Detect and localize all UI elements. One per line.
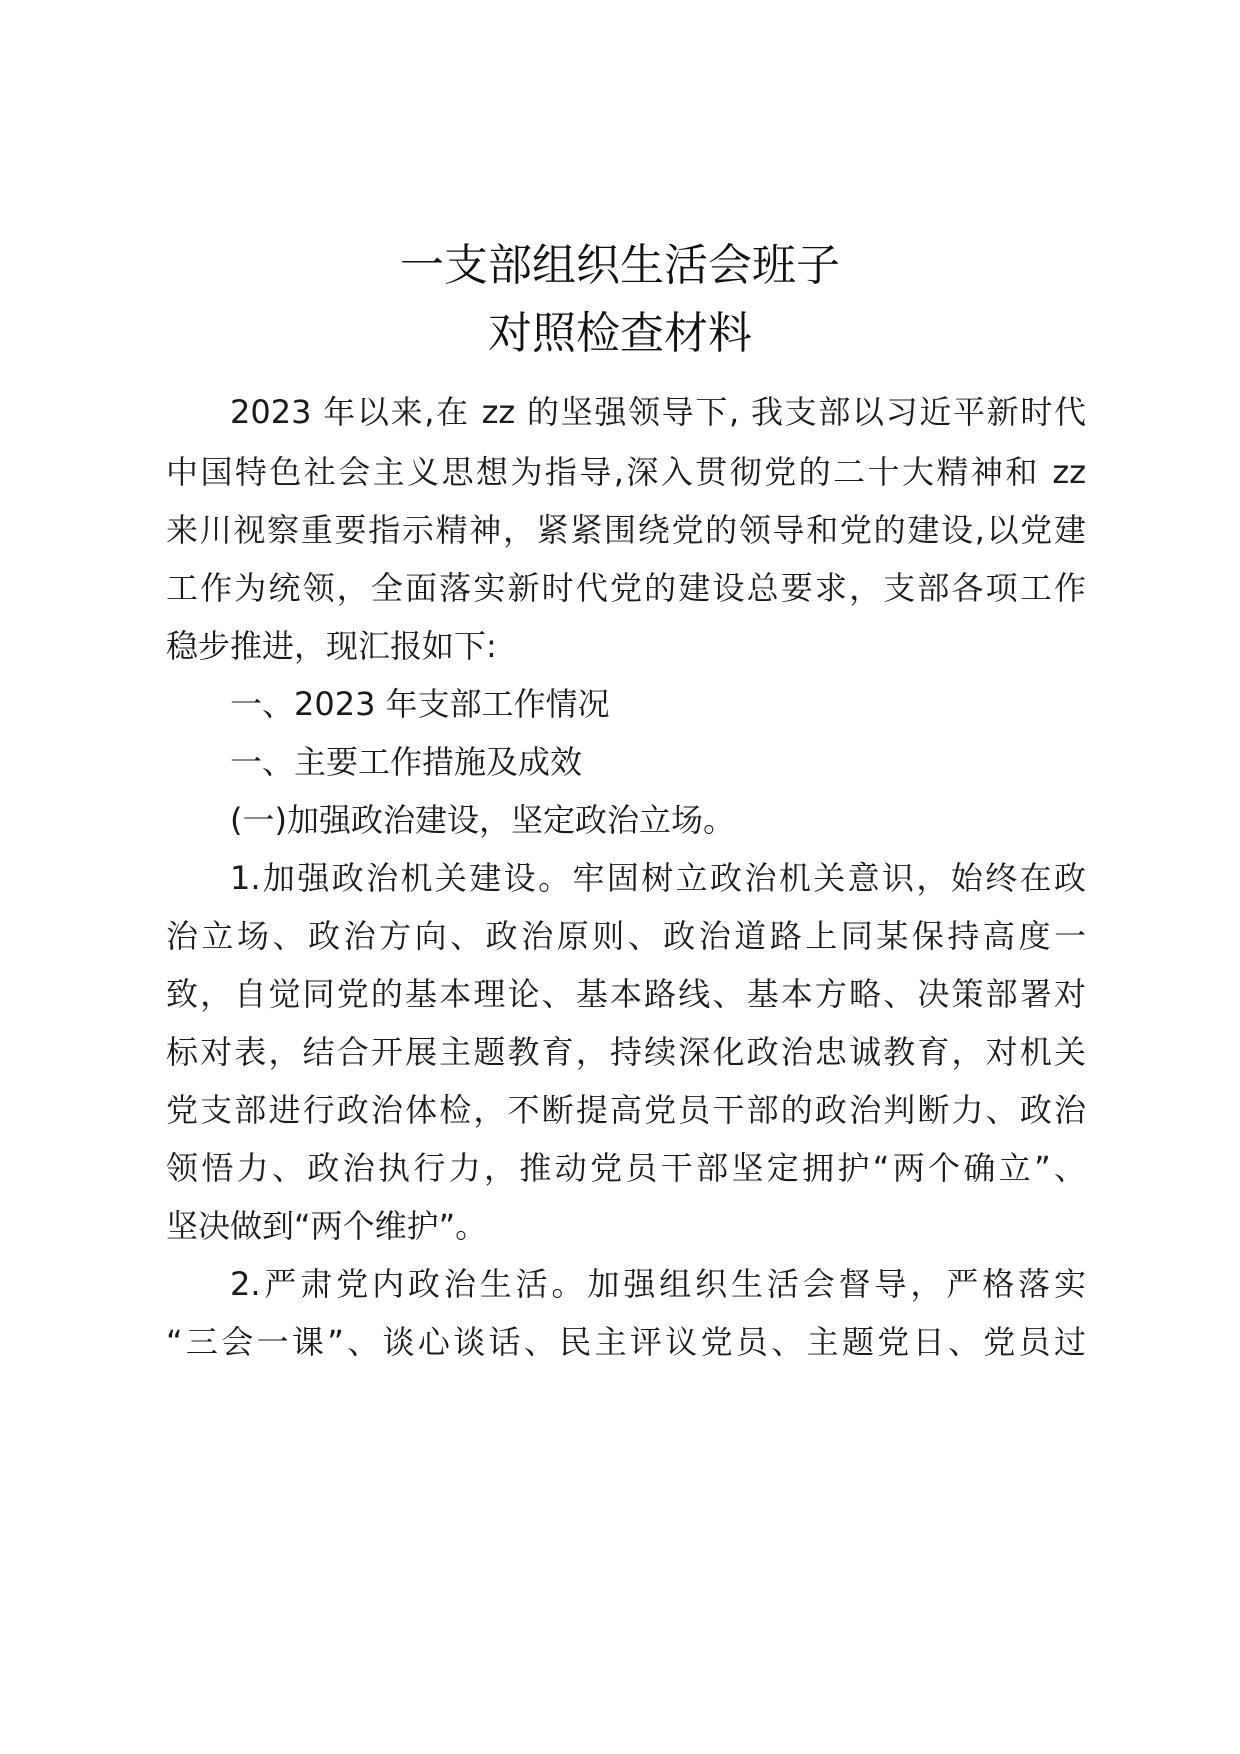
paragraph-line: 致，自觉同党的基本理论、基本路线、基本方略、决策部署对 (166, 975, 1086, 1013)
subsection-heading: (一)加强政治建设，坚定政治立场。 (230, 801, 735, 839)
paragraph-line: 1.加强政治机关建设。牢固树立政治机关意识，始终在政 (230, 859, 1086, 897)
paragraph-line: 2.严肃党内政治生活。加强组织生活会督导，严格落实 (230, 1265, 1086, 1303)
paragraph-line: 坚决做到“两个维护”。 (166, 1207, 488, 1245)
paragraph-line: 工作为统领，全面落实新时代党的建设总要求，支部各项工作 (166, 569, 1086, 607)
section-heading: 一、2023 年支部工作情况 (230, 685, 610, 723)
paragraph-line: 2023 年以来,在 zz 的坚强领导下, 我支部以习近平新时代 (230, 393, 1086, 431)
paragraph-line: 标对表，结合开展主题教育，持续深化政治忠诚教育，对机关 (166, 1033, 1086, 1071)
paragraph-line: 来川视察重要指示精神，紧紧围绕党的领导和党的建设,以党建 (166, 511, 1086, 549)
paragraph-line: 党支部进行政治体检，不断提高党员干部的政治判断力、政治 (166, 1091, 1086, 1129)
paragraph-line: 稳步推进，现汇报如下: (166, 627, 497, 665)
paragraph-line: 治立场、政治方向、政治原则、政治道路上同某保持高度一 (166, 917, 1086, 955)
section-heading: 一、主要工作措施及成效 (230, 743, 583, 781)
paragraph-line: 中国特色社会主义思想为指导,深入贯彻党的二十大精神和 zz (166, 453, 1086, 491)
paragraph-line: 领悟力、政治执行力，推动党员干部坚定拥护“两个确立”、 (166, 1149, 1086, 1187)
paragraph-line: “三会一课”、谈心谈话、民主评议党员、主题党日、党员过 (166, 1323, 1086, 1361)
document-title-line-1: 一支部组织生活会班子 (400, 240, 840, 291)
document-title-line-2: 对照检查材料 (488, 308, 752, 359)
